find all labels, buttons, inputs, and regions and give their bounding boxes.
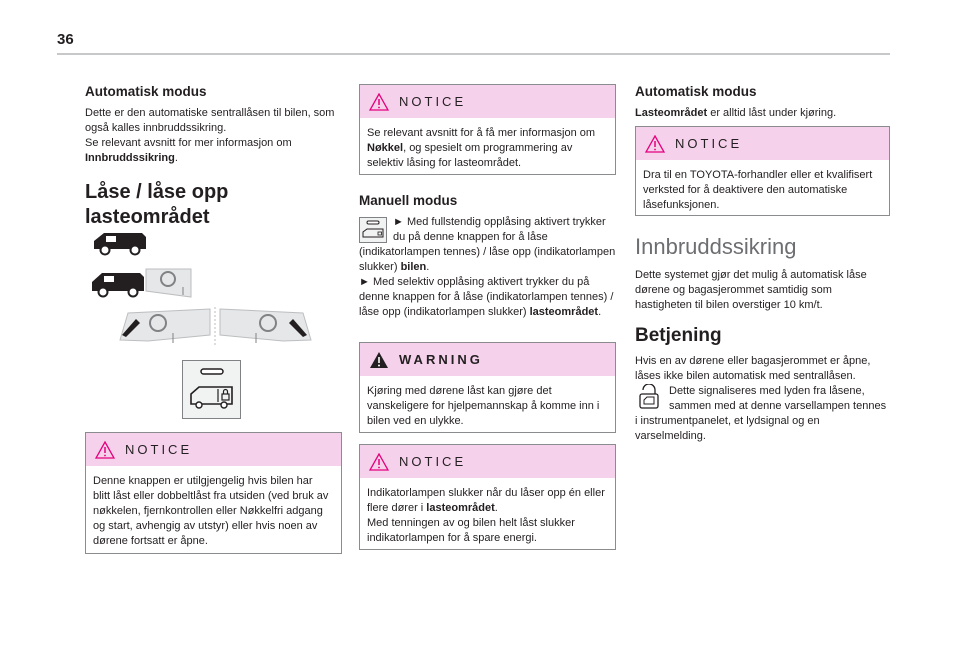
- manual-text-selective-unlock: ► Med selektiv opplåsing aktivert trykker du på denne knappen for å låse (indikatorlampen tennes) / låse opp (indikatorlampen slukker): [359, 276, 614, 318]
- notice-text-part: Med tenningen av og bilen helt låst slukker indikatorlampen for å spare energi.: [367, 517, 575, 544]
- notice-link-key[interactable]: Nøkkel: [367, 142, 404, 154]
- cargo-bold: Lasteområdet: [635, 107, 708, 119]
- intro-text-line2: Se relevant avsnitt for mer informasjon om: [85, 137, 292, 149]
- notice-triangle-icon: [645, 135, 665, 153]
- manual-text-full-unlock: ► Med fullstendig opplåsing aktivert trykker du på denne knappen for å låse (indikatorlampen tennes) / låse opp (indikatorlampen slukker): [359, 216, 616, 273]
- notice-triangle-icon: [369, 93, 389, 111]
- heading-manual-mode: Manuell modus: [359, 193, 458, 208]
- top-rule: [57, 53, 890, 55]
- intro-text: [85, 106, 342, 166]
- notice-header: [86, 433, 341, 466]
- operation-text-2-content: Dette signaliseres med lyden fra låsene, sammen med at denne varsellampen tennes i instrumentpanelet, et lydsignal og en varselmelding.: [635, 385, 887, 442]
- operation-text-1: Hvis en av dørene eller bagasjerommet er åpne, låses ikke bilen automatisk med sentrallåsen.: [635, 355, 871, 382]
- notice-box-key-info: [359, 84, 616, 175]
- anti-theft-text: Dette systemet gjør det mulig å automatisk låse dørene og bagasjerommet samtidig som hastigheten til bilen overstiger 10 km/t.: [635, 269, 867, 311]
- notice-text: Denne knappen er utilgjengelig hvis bilen har blitt låst eller dobbeltlåst fra utsiden (ved bruk av nøkkelen, fjernkontrollen eller Nøkkelfri adgang og start, avhengig av utstyr) eller hvis noen av dørene fortsatt er åpne.: [93, 475, 329, 547]
- door-open-warning-lamp-icon: [637, 384, 661, 412]
- intro-text-line1: Dette er den automatiske sentrallåsen til bilen, som også kalles innbruddssikring.: [85, 107, 335, 134]
- intro-link-innbrudd[interactable]: Innbruddssikring: [85, 152, 175, 164]
- heading-automatic-mode-cargo: Automatisk modus: [635, 84, 757, 99]
- manual-text-bold-vehicle: bilen: [400, 261, 427, 273]
- van-side-illustration: [90, 229, 150, 257]
- notice-title: NOTICE: [125, 442, 193, 457]
- section-title-line2: lasteområdet: [85, 206, 210, 228]
- notice-text: Dra til en TOYOTA-forhandler eller et kvalifisert verksted for å deaktivere den automatiske låsefunksjonen.: [643, 169, 873, 211]
- cargo-text: er alltid låst under kjøring.: [707, 107, 837, 119]
- manual-mode-text: [359, 215, 616, 320]
- notice-text: [360, 118, 615, 178]
- warning-text: Kjøring med dørene låst kan gjøre det vanskeligere for hjelpemannskap å komme inn i bilen ved en ulykke.: [367, 385, 600, 427]
- intro-text-end: .: [174, 152, 178, 164]
- notice-text-bold-cargo: lasteområdet: [426, 502, 495, 514]
- column-1: [85, 84, 342, 238]
- notice-text-part: Indikatorlampen slukker når du låser opp én eller flere dører i: [367, 487, 605, 514]
- notice-header: [636, 127, 889, 160]
- notice-header: [360, 85, 615, 118]
- manual-mode-section: [359, 193, 616, 320]
- notice-title: NOTICE: [399, 94, 467, 109]
- notice-box-deactivate: [635, 126, 890, 216]
- notice-text-part: .: [494, 502, 498, 514]
- page-number: 36: [57, 31, 74, 48]
- notice-text-part: , og spesielt om programmering av selektiv låsing for lasteområdet.: [367, 142, 573, 169]
- warning-triangle-icon: [369, 351, 389, 369]
- section-title-lock-cargo: [85, 180, 342, 230]
- notice-header: [360, 445, 615, 478]
- warning-header: [360, 343, 615, 376]
- notice-triangle-icon: [369, 453, 389, 471]
- manual-text-end2: .: [598, 306, 602, 318]
- heading-automatic-mode: Automatisk modus: [85, 84, 207, 99]
- operation-text-2: [635, 384, 890, 444]
- notice-triangle-icon: [95, 441, 115, 459]
- dashboard-doors-illustration: [118, 305, 313, 347]
- manual-text-bold-cargo: lasteområdet: [529, 306, 599, 318]
- warning-title: WARNING: [399, 352, 483, 367]
- notice-title: NOTICE: [399, 454, 467, 469]
- manual-text-end1: .: [426, 261, 430, 273]
- lock-button-small-icon: [359, 217, 387, 243]
- section-title-innbrudd: Innbruddssikring: [635, 234, 797, 259]
- section-title-line1: Låse / låse opp: [85, 181, 229, 203]
- cargo-lock-button-icon: [182, 360, 241, 419]
- cargo-always-locked-text: [635, 106, 892, 121]
- notice-title: NOTICE: [675, 136, 743, 151]
- van-dashboard-illustration: [88, 267, 193, 299]
- notice-text: [360, 478, 615, 553]
- warning-box: [359, 342, 616, 433]
- notice-box-button-unavailable: [85, 432, 342, 554]
- heading-operation: Betjening: [635, 325, 722, 346]
- notice-box-indicator: [359, 444, 616, 550]
- column-3: [635, 84, 892, 121]
- anti-theft-section: [635, 234, 890, 444]
- notice-text-part: Se relevant avsnitt for å få mer informasjon om: [367, 127, 596, 139]
